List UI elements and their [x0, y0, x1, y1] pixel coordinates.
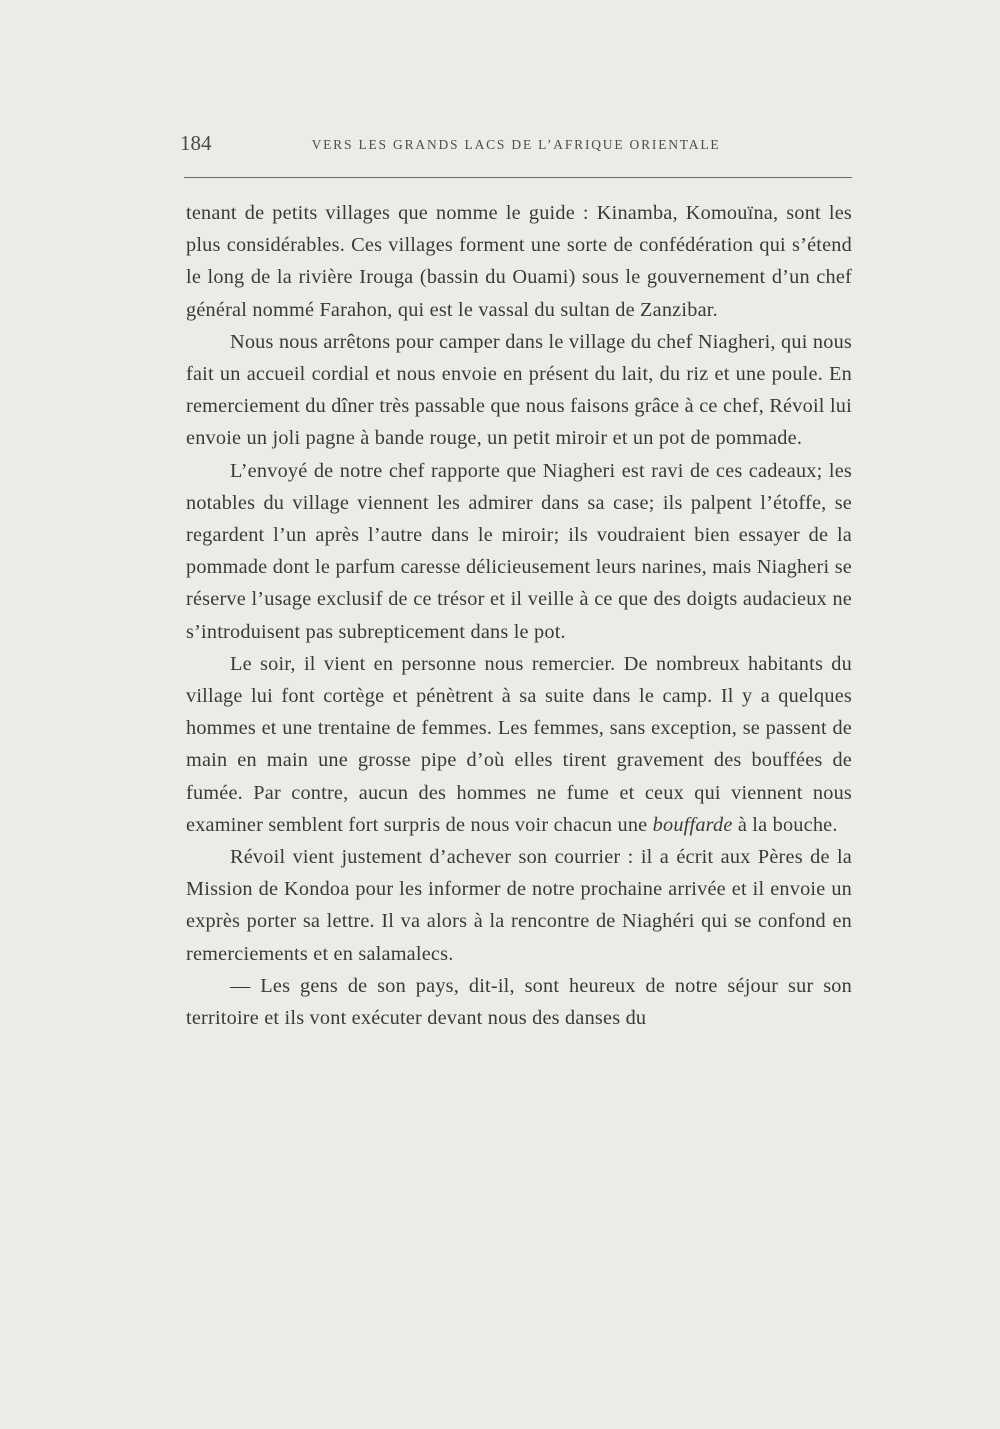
paragraph-3: L’envoyé de notre chef rapporte que Niagheri est ravi de ces cadeaux; les notables du village viennent les admirer dans sa case; ils palpent l’étoffe, se regardent l’un après l’autre dans le miroir; ils voudraient bien essayer de la pommade dont le parfum caresse délicieusement leurs narines, mais Niagheri se réserve l’usage exclusif de ce trésor et il veille à ce que des doigts audacieux ne s’introduisent pas subrepticement dans le pot. [186, 459, 852, 643]
header-rule [184, 177, 852, 178]
body-text [186, 197, 852, 1034]
paragraph-4-text: Le soir, il vient en personne nous remercier. De nombreux habitants du village lui font cortège et pénètrent à sa suite dans le camp. Il y a quelques hommes et une trentaine de femmes. Les femmes, sans exception, se passent de main en main une grosse pipe d’où elles tirent gravement des bouffées de fumée. Par contre, aucun des hommes ne fume et ceux qui viennent nous examiner semblent fort surpris de nous voir chacun une [186, 652, 852, 836]
page-header [180, 126, 852, 166]
paragraph-4 [186, 648, 852, 841]
italic-word: bouffarde [652, 813, 733, 836]
paragraph-1: tenant de petits villages que nomme le guide : Kinamba, Komouïna, sont les plus considérables. Ces villages forment une sorte de confédération qui s’étend le long de la rivière Irouga (bassin du Ouami) sous le gouvernement d’un chef général nommé Farahon, qui est le vassal du sultan de Zanzibar. [186, 202, 852, 321]
paragraph-6: — Les gens de son pays, dit-il, sont heureux de notre séjour sur son territoire et ils vont exécuter devant nous des danses du [186, 974, 852, 1030]
paragraph-5: Révoil vient justement d’achever son courrier : il a écrit aux Pères de la Mission de Kondoa pour les informer de notre prochaine arrivée et il envoie un exprès porter sa lettre. Il va alors à la rencontre de Niaghéri qui se confond en remerciements et en salamalecs. [186, 846, 852, 965]
running-title: VERS LES GRANDS LACS DE L’AFRIQUE ORIENTALE [311, 137, 721, 152]
paragraph-4-end: à la bouche. [732, 813, 838, 836]
page-number: 184 [180, 131, 212, 155]
paragraph-2: Nous nous arrêtons pour camper dans le village du chef Niagheri, qui nous fait un accueil cordial et nous envoie en présent du lait, du riz et une poule. En remerciement du dîner très passable que nous faisons grâce à ce chef, Révoil lui envoie un joli pagne à bande rouge, un petit miroir et un pot de pommade. [186, 330, 852, 450]
